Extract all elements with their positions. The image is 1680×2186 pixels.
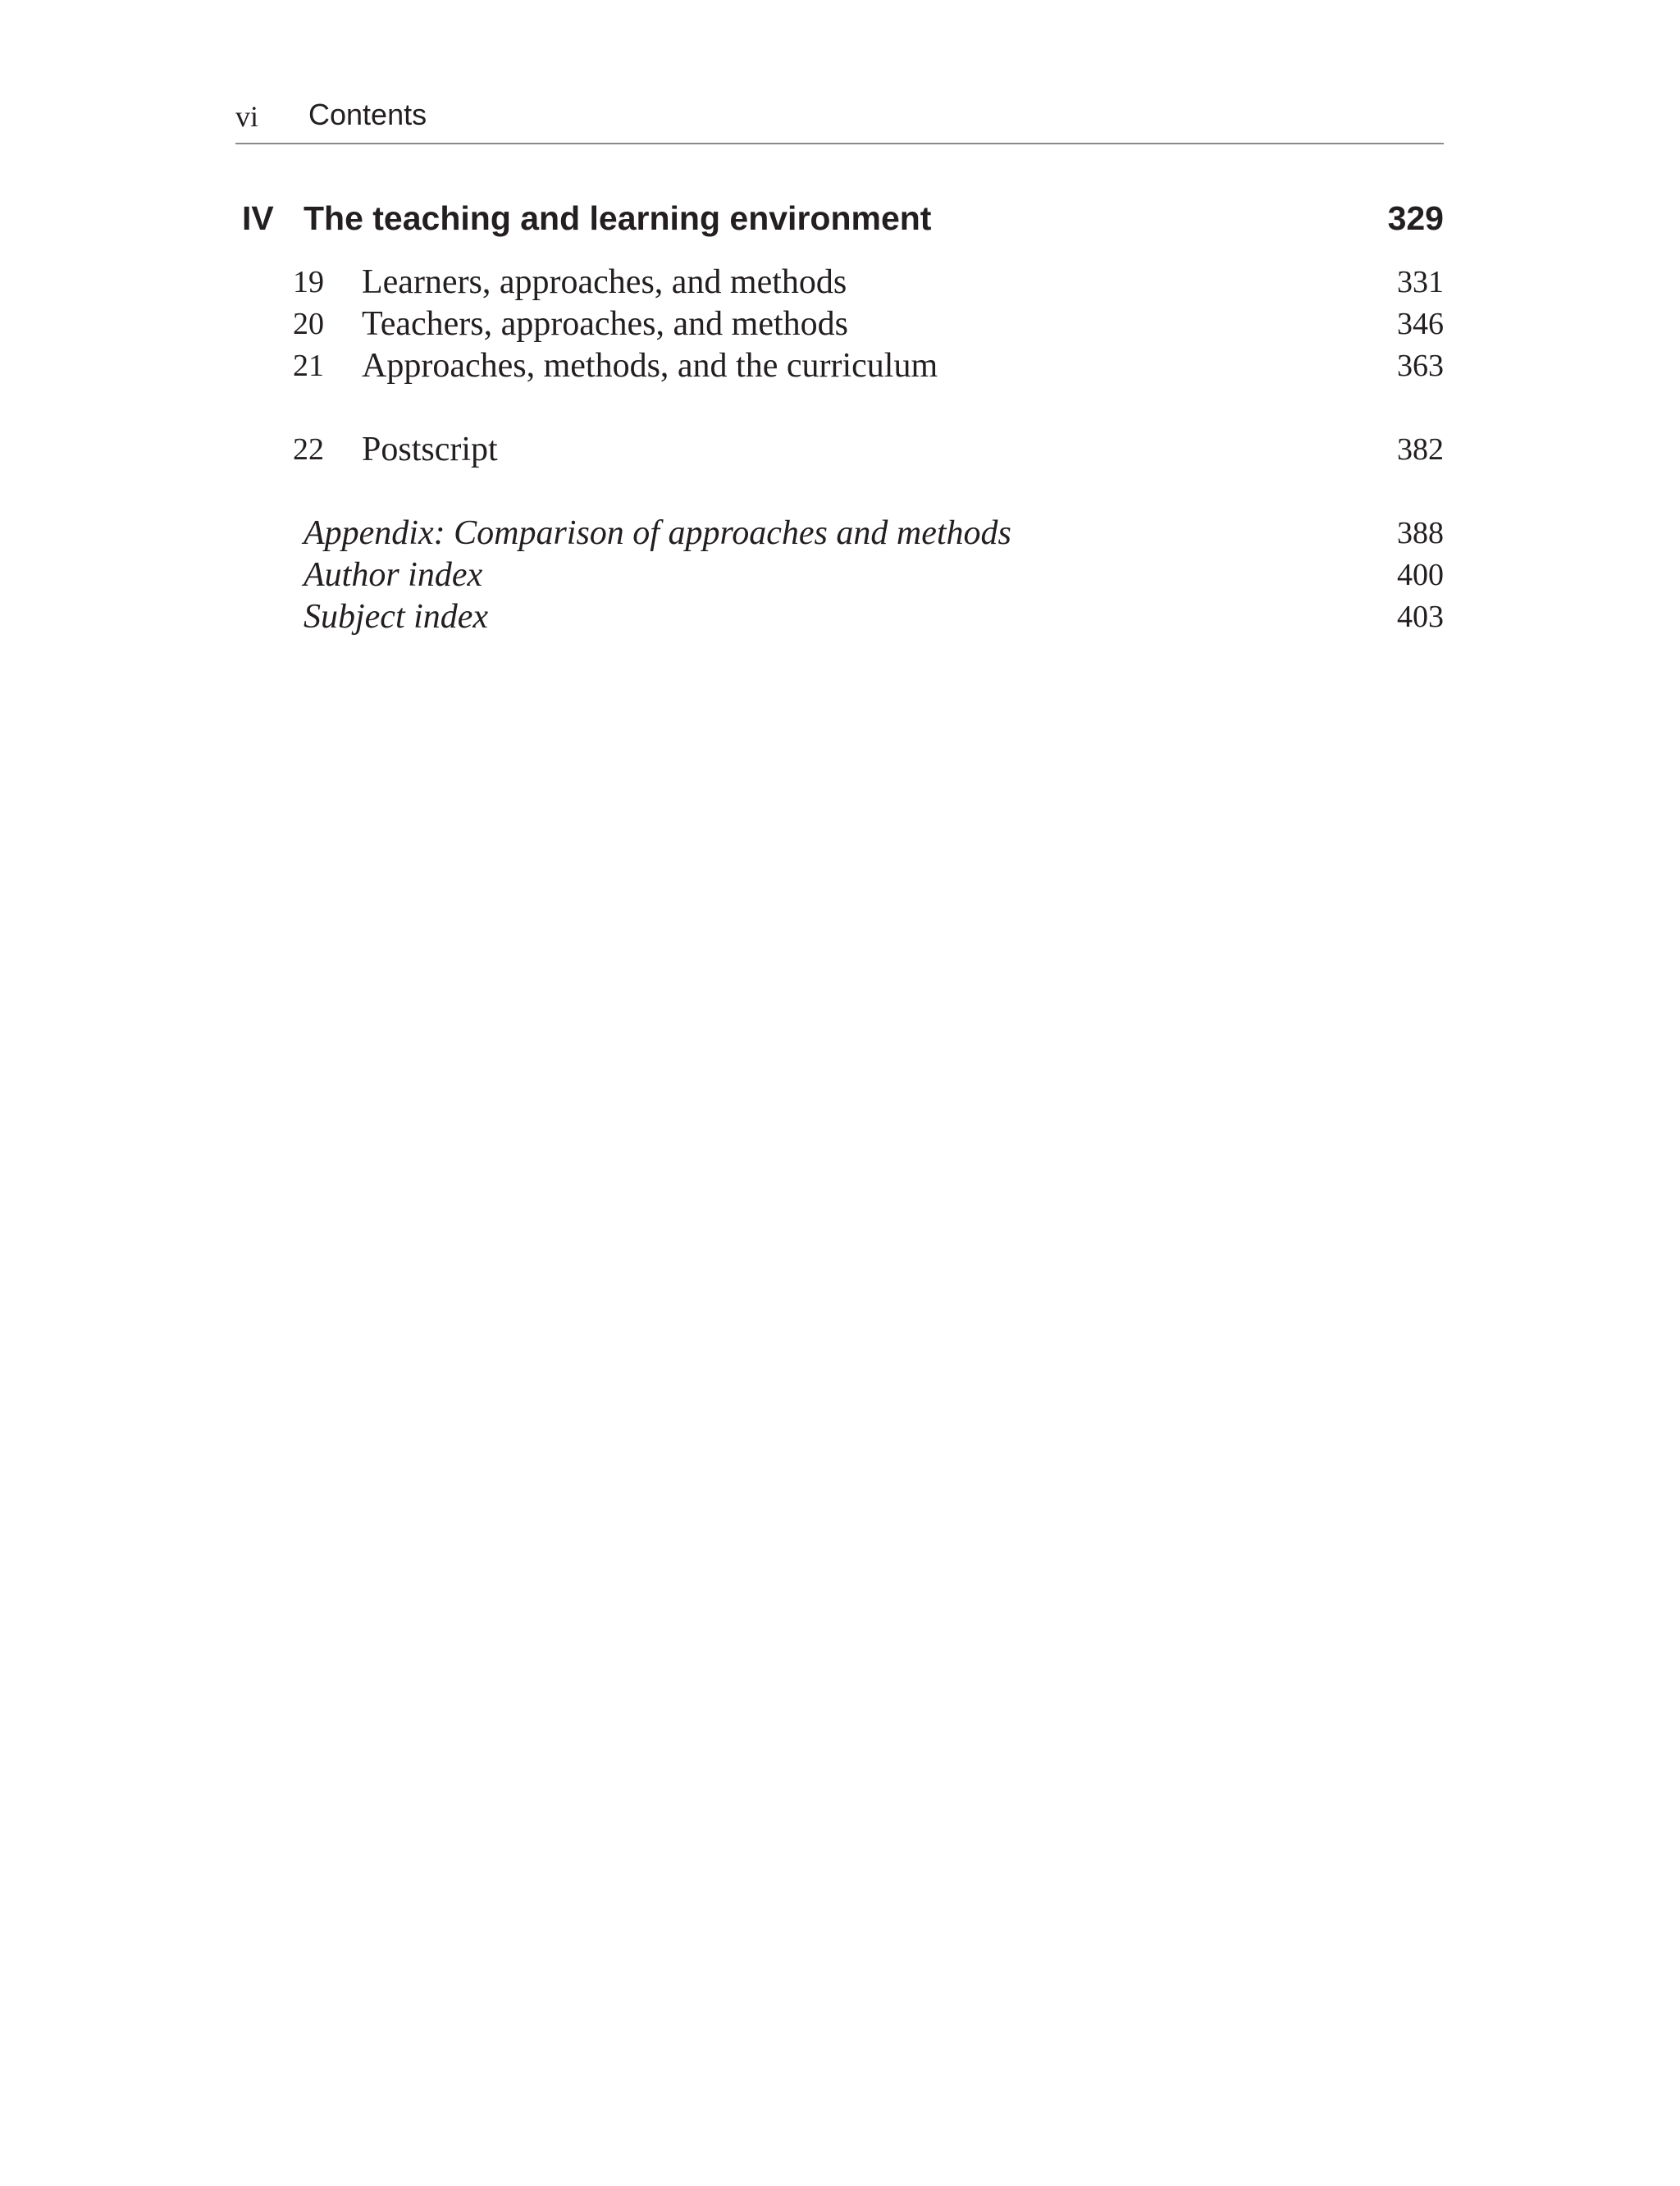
chapter-page: 346 [1397,307,1444,341]
chapter-title: Learners, approaches, and methods [362,263,847,301]
toc-chapter-row [235,428,1444,471]
chapter-number: 19 [293,265,324,299]
running-title: Contents [308,98,427,131]
page-number: vi [235,100,259,133]
toc-backmatter-row [235,554,1444,596]
chapter-title: Teachers, approaches, and methods [362,305,848,343]
chapter-title: Postscript [362,431,498,468]
backmatter-page: 400 [1397,558,1444,592]
running-head [235,97,1444,144]
backmatter-title: Subject index [304,598,489,636]
backmatter-page: 403 [1397,600,1444,634]
chapter-number: 21 [293,349,324,383]
part-heading [235,195,1444,241]
backmatter-page: 388 [1397,516,1444,550]
toc-chapter-row [235,303,1444,345]
chapter-page: 382 [1397,432,1444,467]
toc-chapter-row [235,261,1444,303]
part-number: IV [242,199,274,237]
part-title: The teaching and learning environment [304,199,932,237]
chapter-number: 20 [293,307,324,341]
toc-chapter-row [235,345,1444,387]
chapter-title: Approaches, methods, and the curriculum [362,347,938,385]
toc-backmatter-row [235,596,1444,638]
backmatter-title: Author index [304,556,483,594]
chapter-page: 363 [1397,349,1444,383]
backmatter-title: Appendix: Comparison of approaches and methods [304,514,1011,552]
part-page: 329 [1387,199,1444,237]
chapter-page: 331 [1397,265,1444,299]
toc-backmatter-row [235,512,1444,554]
chapter-number: 22 [293,432,324,467]
